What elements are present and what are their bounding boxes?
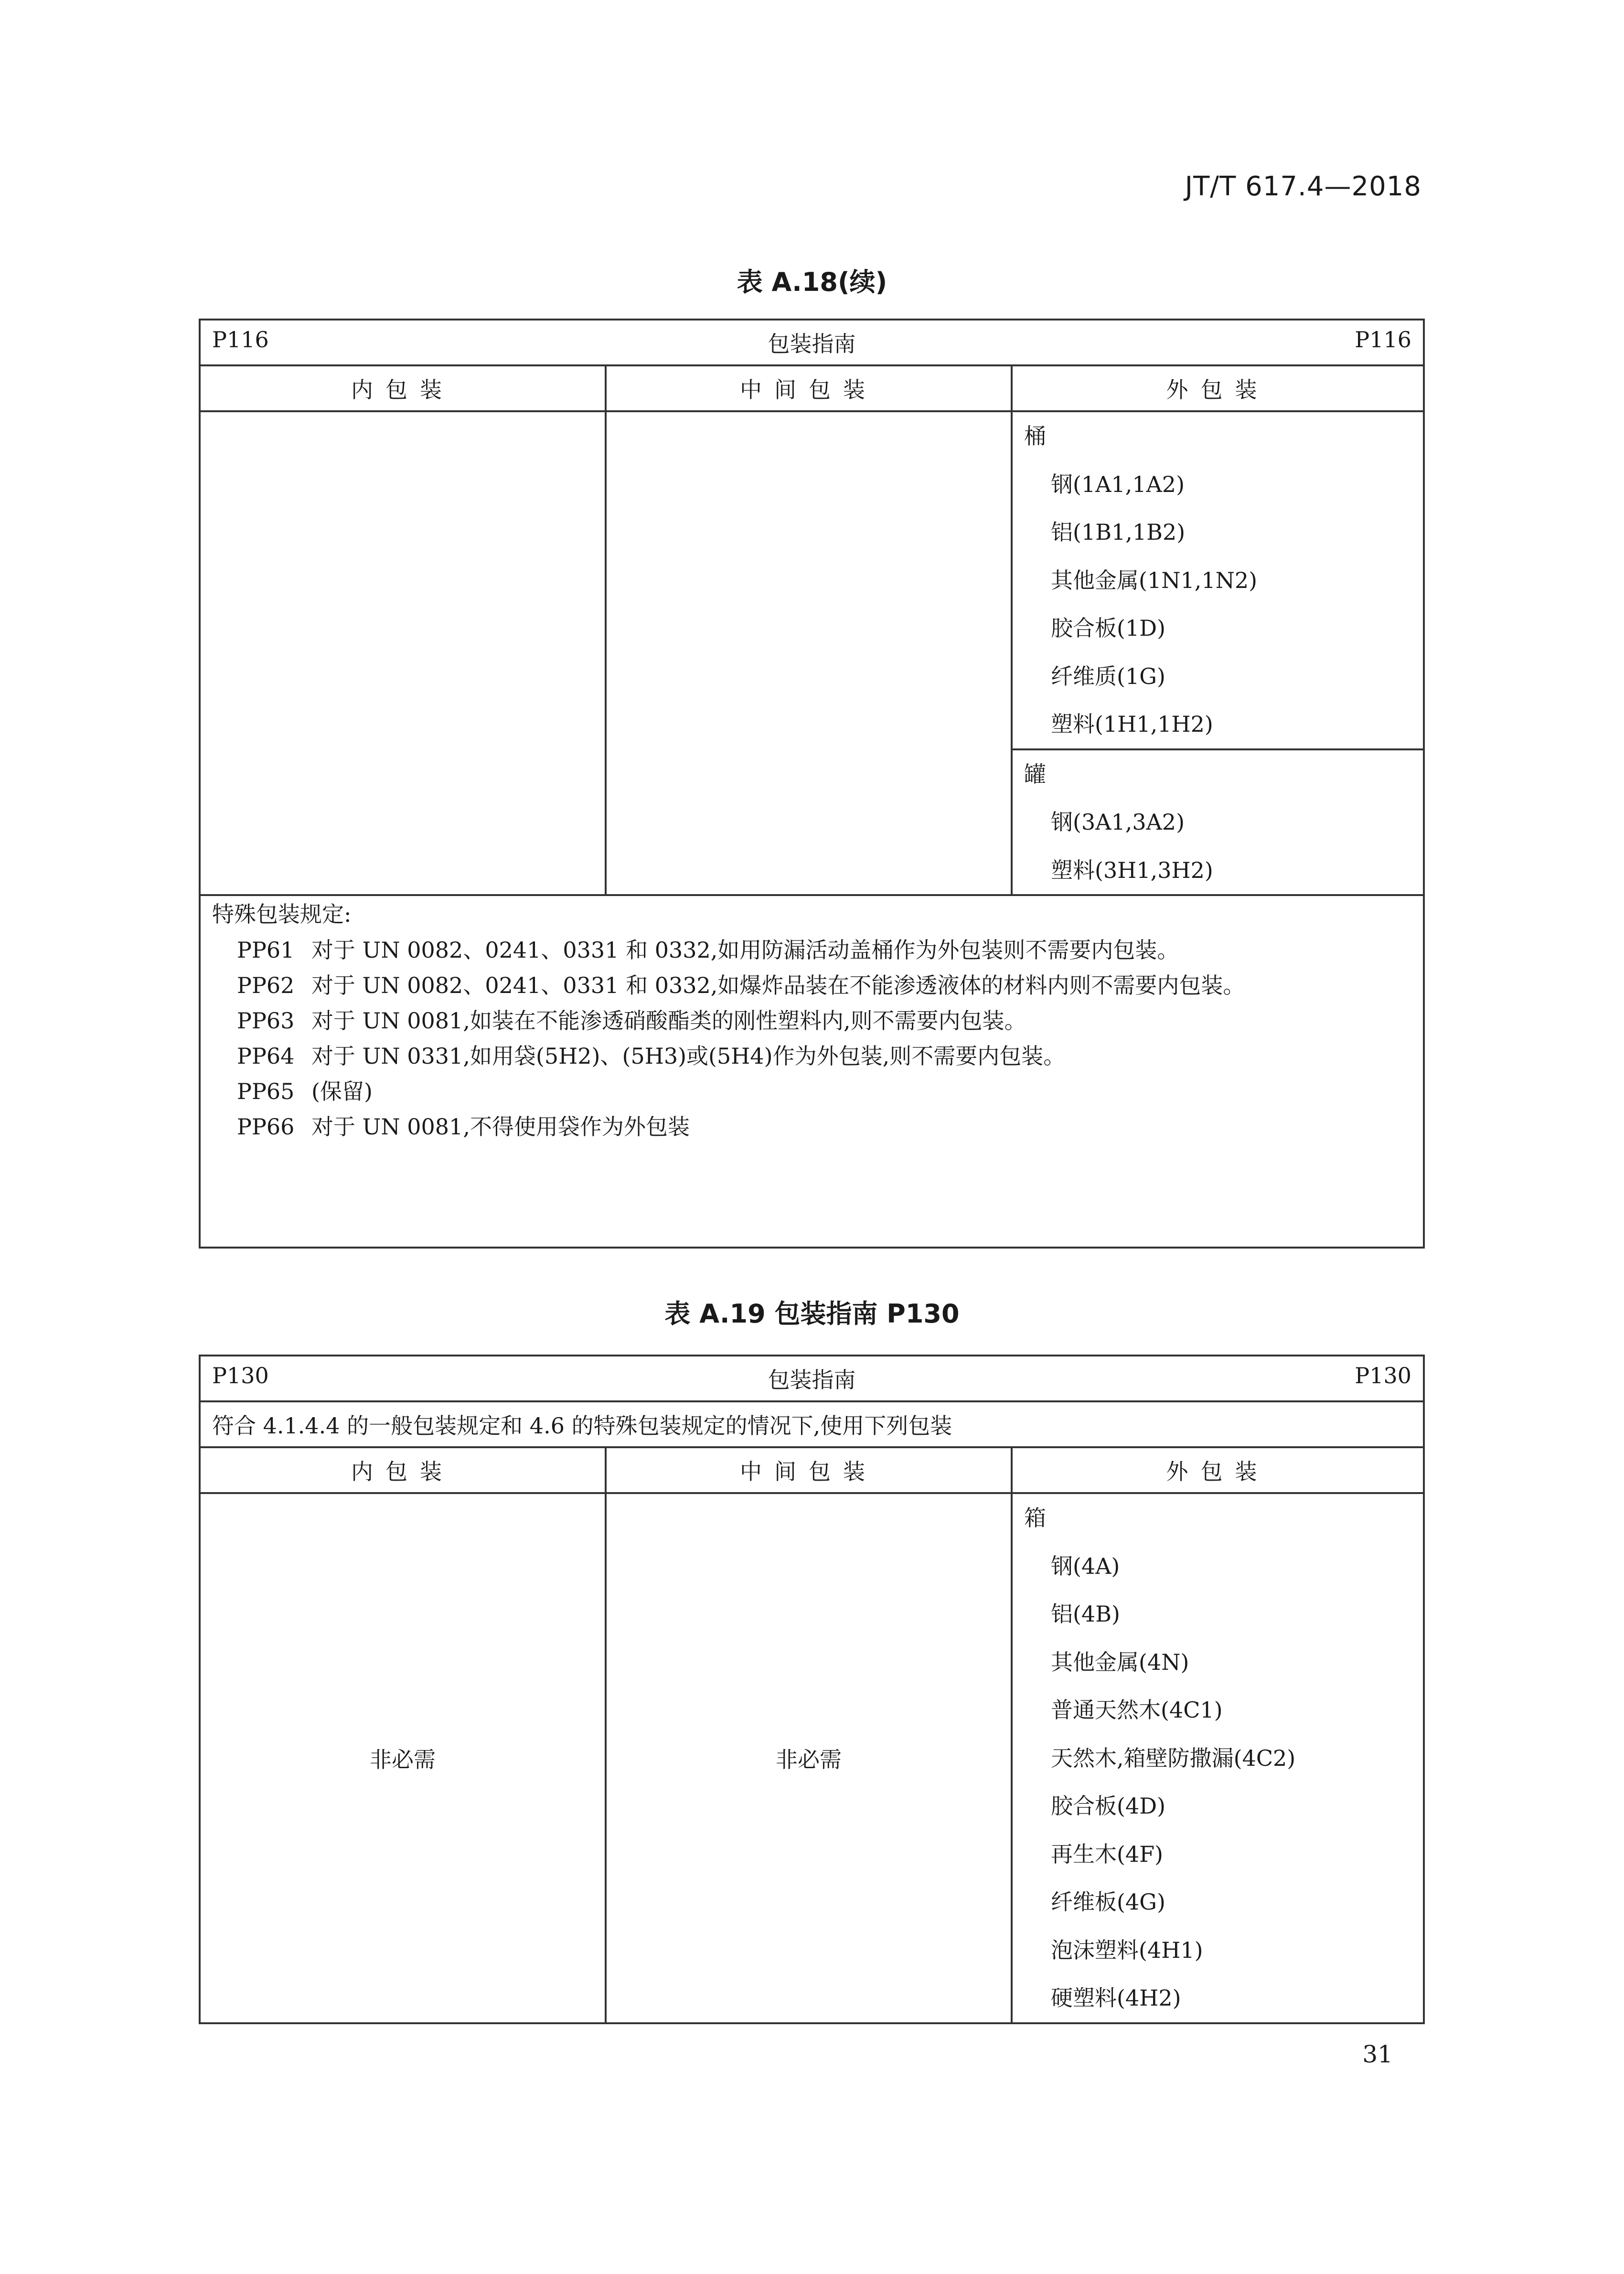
intermediate-packaging-value: 非必需	[606, 1493, 1012, 2023]
applicability-note: 符合 4.1.4.4 的一般包装规定和 4.6 的特殊包装规定的情况下,使用下列包装	[200, 1401, 1424, 1447]
jerricans-heading: 罐	[1024, 761, 1046, 787]
list-item: 铝(1B1,1B2)	[1051, 519, 1186, 545]
special-provisions	[200, 895, 1424, 1248]
provision-code: PP64	[237, 1043, 295, 1069]
intermediate-packaging-cell	[606, 411, 1012, 895]
boxes-heading: 箱	[1024, 1505, 1046, 1531]
table-a19	[199, 1355, 1425, 2024]
col-inner-packaging: 内包装	[200, 1447, 606, 1493]
outer-jerricans-cell	[1012, 749, 1424, 896]
list-item: 硬塑料(4H2)	[1051, 1985, 1181, 2011]
col-inner-packaging: 内包装	[200, 365, 606, 411]
provision-text: 对于 UN 0081,如装在不能渗透硝酸酯类的刚性塑料内,则不需要内包装。	[311, 1008, 1026, 1034]
table-a19-header-row	[200, 1356, 1424, 1401]
list-item: 泡沫塑料(4H1)	[1051, 1937, 1203, 1963]
provision-row	[212, 1109, 1411, 1144]
provision-text: 对于 UN 0082、0241、0331 和 0332,如用防漏活动盖桶作为外包装则不需要内包装。	[311, 937, 1179, 963]
provision-row	[212, 1074, 1411, 1109]
list-item: 普通天然木(4C1)	[1051, 1697, 1223, 1723]
list-item: 钢(3A1,3A2)	[1051, 809, 1185, 835]
provision-text: 对于 UN 0082、0241、0331 和 0332,如爆炸品装在不能渗透液体的材料内则不需要内包装。	[311, 972, 1245, 998]
list-item: 钢(1A1,1A2)	[1051, 471, 1185, 497]
table-a19-caption: 表 A.19 包装指南 P130	[664, 1299, 960, 1329]
provision-code: PP66	[237, 1114, 295, 1140]
provision-code: PP65	[237, 1078, 295, 1104]
provision-text: (保留)	[311, 1078, 373, 1104]
col-outer-packaging: 外包装	[1012, 1447, 1424, 1493]
instruction-title: 包装指南	[768, 331, 856, 357]
outer-drums-cell	[1012, 411, 1424, 749]
list-item: 再生木(4F)	[1051, 1841, 1164, 1867]
table-a18-caption: 表 A.18(续)	[737, 267, 887, 297]
list-item: 其他金属(4N)	[1051, 1649, 1189, 1675]
provision-code: PP62	[237, 972, 295, 998]
list-item: 纤维板(4G)	[1051, 1889, 1165, 1915]
list-item: 塑料(3H1,3H2)	[1051, 857, 1213, 883]
table-a18	[199, 319, 1425, 1249]
special-provisions-title: 特殊包装规定:	[212, 901, 352, 927]
col-outer-packaging: 外包装	[1012, 365, 1424, 411]
provision-row	[212, 1003, 1411, 1038]
list-item: 铝(4B)	[1051, 1601, 1120, 1627]
list-item: 钢(4A)	[1051, 1553, 1120, 1579]
outer-boxes-cell	[1012, 1493, 1424, 2023]
page-number: 31	[1362, 2040, 1393, 2068]
drums-heading: 桶	[1024, 423, 1046, 449]
provision-code: PP63	[237, 1008, 295, 1034]
provision-code: PP61	[237, 937, 295, 963]
list-item: 胶合板(4D)	[1051, 1793, 1166, 1819]
provision-text: 对于 UN 0081,不得使用袋作为外包装	[311, 1114, 690, 1140]
col-intermediate-packaging: 中间包装	[606, 365, 1012, 411]
instruction-title: 包装指南	[768, 1367, 856, 1393]
list-item: 纤维质(1G)	[1051, 663, 1165, 689]
standard-number: JT/T 617.4—2018	[1185, 171, 1421, 202]
list-item: 胶合板(1D)	[1051, 615, 1166, 641]
list-item: 其他金属(1N1,1N2)	[1051, 567, 1258, 593]
list-item: 天然木,箱壁防撒漏(4C2)	[1051, 1745, 1296, 1771]
provision-row	[212, 932, 1411, 968]
provision-row	[212, 968, 1411, 1003]
instruction-code-right: P116	[1355, 327, 1412, 352]
provision-row	[212, 1038, 1411, 1074]
instruction-code-left: P130	[212, 1363, 269, 1388]
inner-packaging-cell	[200, 411, 606, 895]
instruction-code-left: P116	[212, 327, 269, 352]
instruction-code-right: P130	[1355, 1363, 1412, 1388]
col-intermediate-packaging: 中间包装	[606, 1447, 1012, 1493]
inner-packaging-value: 非必需	[200, 1493, 606, 2023]
table-a18-header-row	[200, 320, 1424, 365]
provision-text: 对于 UN 0331,如用袋(5H2)、(5H3)或(5H4)作为外包装,则不需要内包装。	[311, 1043, 1066, 1069]
list-item: 塑料(1H1,1H2)	[1051, 711, 1213, 737]
